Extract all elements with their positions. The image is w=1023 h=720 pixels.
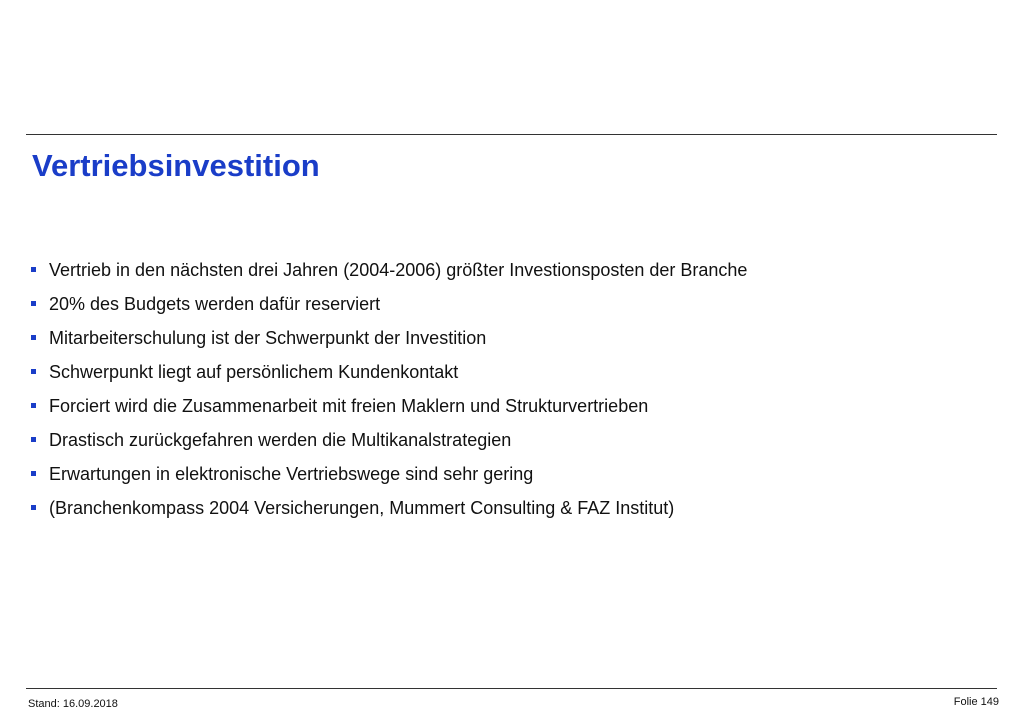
square-bullet-icon: [31, 369, 36, 374]
bullet-list: [30, 253, 747, 525]
bullet-text: Vertrieb in den nächsten drei Jahren (2004-2006) größter Investionsposten der Branche: [49, 260, 748, 280]
footer-date: Stand: 16.09.2018: [28, 698, 118, 710]
bullet-item: [30, 457, 747, 491]
bullet-item: [30, 321, 747, 355]
slide-number: Folie 149: [953, 696, 999, 708]
bullet-text: 20% des Budgets werden dafür reserviert: [49, 294, 381, 314]
bullet-text: Drastisch zurückgefahren werden die Multikanalstrategien: [49, 430, 512, 450]
bullet-text: Forciert wird die Zusammenarbeit mit freien Maklern und Strukturvertrieben: [49, 396, 649, 416]
square-bullet-icon: [31, 505, 36, 510]
bullet-item: [30, 355, 747, 389]
square-bullet-icon: [31, 301, 36, 306]
bullet-text: (Branchenkompass 2004 Versicherungen, Mummert Consulting & FAZ Institut): [49, 498, 675, 518]
footer-divider: [26, 688, 997, 689]
square-bullet-icon: [31, 267, 36, 272]
bullet-text: Erwartungen in elektronische Vertriebswege sind sehr gering: [49, 464, 534, 484]
bullet-item: [30, 491, 747, 525]
bullet-text: Mitarbeiterschulung ist der Schwerpunkt der Investition: [49, 328, 487, 348]
bullet-text: Schwerpunkt liegt auf persönlichem Kundenkontakt: [49, 362, 459, 382]
bullet-item: [30, 423, 747, 457]
header-divider: [26, 134, 997, 135]
bullet-item: [30, 389, 747, 423]
bullet-item: [30, 253, 747, 287]
bullet-item: [30, 287, 747, 321]
slide-title: Vertriebsinvestition: [32, 148, 320, 183]
square-bullet-icon: [31, 437, 36, 442]
square-bullet-icon: [31, 403, 36, 408]
square-bullet-icon: [31, 335, 36, 340]
square-bullet-icon: [31, 471, 36, 476]
